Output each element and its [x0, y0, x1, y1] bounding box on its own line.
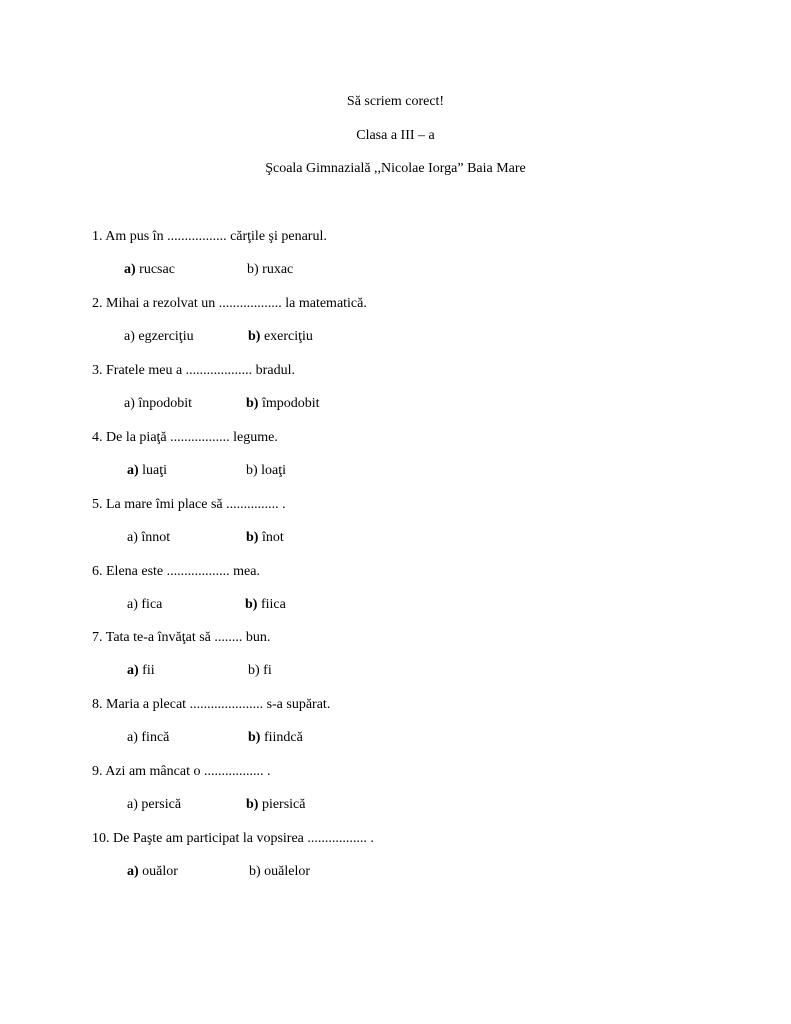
option-6b: b) fiica: [245, 597, 286, 612]
option-3b: b) împodobit: [246, 396, 320, 411]
option-5a: a) înnot: [127, 530, 171, 545]
option-5b: b) înot: [246, 530, 284, 545]
option-9a: a) persică: [127, 797, 182, 812]
option-4b: b) loaţi: [246, 463, 287, 478]
option-4a: a) luaţi: [127, 463, 168, 478]
question-3: 3. Fratele meu a ................... bradul.: [92, 363, 295, 378]
option-10b: b) ouălelor: [249, 864, 311, 879]
question-8: 8. Maria a plecat ..................... s-a supărat.: [92, 697, 331, 712]
option-2a: a) egzerciţiu: [124, 329, 194, 344]
grade-label: Clasa a III – a: [356, 128, 435, 143]
question-7: 7. Tata te-a învăţat să ........ bun.: [92, 630, 271, 645]
school-name: Şcoala Gimnazială ,,Nicolae Iorga” Baia Mare: [265, 161, 526, 176]
question-6: 6. Elena este .................. mea.: [92, 564, 260, 579]
option-3a: a) înpodobit: [124, 396, 193, 411]
option-10a: a) ouălor: [127, 864, 178, 879]
option-7b: b) fi: [248, 663, 272, 678]
question-1: 1. Am pus în ................. cărţile şi penarul.: [92, 229, 327, 244]
question-5: 5. La mare îmi place să ............... .: [92, 497, 286, 512]
worksheet-title: Să scriem corect!: [346, 94, 445, 109]
option-8b: b) fiindcă: [248, 730, 303, 745]
question-9: 9. Azi am mâncat o ................. .: [92, 764, 271, 779]
option-8a: a) fincă: [127, 730, 170, 745]
option-2b: b) exerciţiu: [248, 329, 313, 344]
option-6a: a) fica: [127, 597, 163, 612]
option-1b: b) ruxac: [247, 262, 294, 277]
question-2: 2. Mihai a rezolvat un .................. la matematică.: [92, 296, 367, 311]
question-10: 10. De Paşte am participat la vopsirea ................. .: [92, 831, 374, 846]
option-9b: b) piersică: [246, 797, 306, 812]
option-1a: a) rucsac: [124, 262, 175, 277]
option-7a: a) fii: [127, 663, 155, 678]
question-4: 4. De la piaţă ................. legume.: [92, 430, 278, 445]
